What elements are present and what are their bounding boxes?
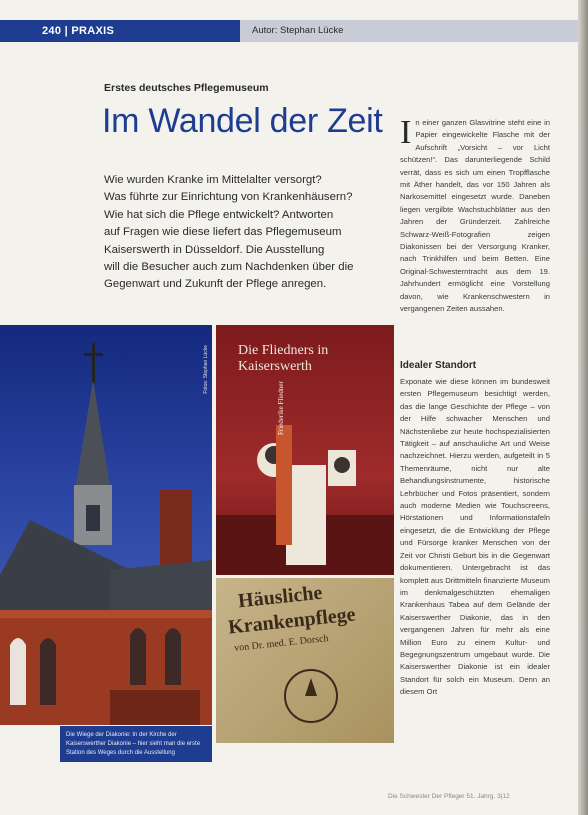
photo-credit: Fotos: Stephan Lücke [203, 345, 209, 394]
exhibit-banner: Friederike Fliedner [277, 381, 285, 435]
text-column-1 [400, 117, 550, 349]
column-1-body: n einer ganzen Glasvitrine steht eine in Papier eingewickelte Flasche mit der Aufschrift „Vorsicht – vor Licht schützen!“. Das darunterliegende Schild verrät, dass es sich um einen Tropfflasche mit Äther handelt, das vor 150 Jahren als Narkosemittel eingesetzt wurde. Daneben liegen vergilbte Wachstuchblätter aus den Jahren der Gründerzeit. Zahlreiche Schwarz-Weiß-Fotografien zeigen Diakonissen bei der Versorgung Kranker, nach Trinkhilfen und beim Betten. Eine Original-Schwesterntracht aus dem 19. Jahrhundert ermöglicht eine Vorstellung davon, wie Krankenschwestern in vergangenen Zeiten aussahen. [400, 118, 550, 314]
section-label: 240 | PRAXIS [0, 20, 240, 42]
intro-line: Wie wurden Kranke im Mittelalter versorgt? [104, 174, 322, 186]
article-title: Im Wandel der Zeit [102, 102, 383, 140]
intro-line: Wie hat sich die Pflege entwickelt? Antworten [104, 208, 334, 221]
intro-line: auf Fragen wie diese liefert das Pflegemuseum [104, 226, 342, 239]
page-header-bar [0, 20, 578, 42]
text-column-2: Exponate wie diese können im bundesweit ersten Pflegemuseum besichtigt werden, das die lange Geschichte der Pflege – von der Hilfe schwacher Menschen und Nächstenliebe zur heute hochspezialisierten Tätigkeit – auf anschauliche Art und Weise nachzeichnet. Hierzu werden, aufgeteilt in 5 Themenräume, nicht nur alte Behandlungsinstrumente, historische Lehrbücher und Fotos präsentiert, sondern auch moderne Medien wie Touchscreens, Hörstationen und Informationstafeln eingesetzt, die die Entwicklung der Pflege und Fürsorge kranker Menschen von der Zeit vor Christi Geburt bis in die Gegenwart dokumentieren. Untergebracht ist das komplett aus Drittmitteln finanzierte Museum im denkmalgeschützten ehemaligen Krankenhaus Tabea auf dem Gelände der Kaiserswerther Diakonie, das in den vergangenen Jahren für mehr als eine Million Euro zu einem Kultur- und Begegnungszentrum umgebaut wurde. Die Kaiserswerther Diakonie ist ein idealer Standort für solch ein Museum. Denn an diesem Ort [400, 377, 550, 697]
church-illustration [0, 325, 212, 725]
book-title-line-1: Häusliche [237, 581, 324, 613]
book-title-line-2: Krankenpflege [227, 603, 357, 639]
drop-cap: I [400, 117, 412, 151]
author-label: Autor: Stephan Lücke [240, 20, 578, 42]
book-author: von Dr. med. E. Dorsch [233, 633, 330, 654]
page-spine-shadow [578, 0, 588, 815]
page-footer: Die Schwester Der Pfleger 51. Jahrg. 3|12 [388, 793, 510, 800]
book-photo [216, 578, 394, 743]
book-illustration [216, 578, 394, 743]
church-caption: Die Wiege der Diakonie: In der Kirche der Kaiserswerther Diakonie – hier sieht man die erste Station des Weges durch die Ausstellung [60, 726, 212, 762]
exhibit-sign-title: Die Fliedners in Kaiserswerth [238, 343, 329, 374]
intro-line: Was führte zur Einrichtung von Krankenhäusern? [104, 191, 353, 204]
intro-line: Gegenwart und Zukunft der Pflege anregen. [104, 278, 327, 291]
exhibit-photo [216, 325, 394, 575]
church-photo [0, 325, 212, 725]
subheading: Idealer Standort [400, 360, 477, 371]
intro-line: Kaiserswerth in Düsseldorf. Die Ausstellung [104, 243, 325, 256]
article-intro [104, 172, 394, 294]
intro-line: will die Besucher auch zum Nachdenken über die [104, 261, 354, 274]
article-kicker: Erstes deutsches Pflegemuseum [104, 82, 269, 94]
